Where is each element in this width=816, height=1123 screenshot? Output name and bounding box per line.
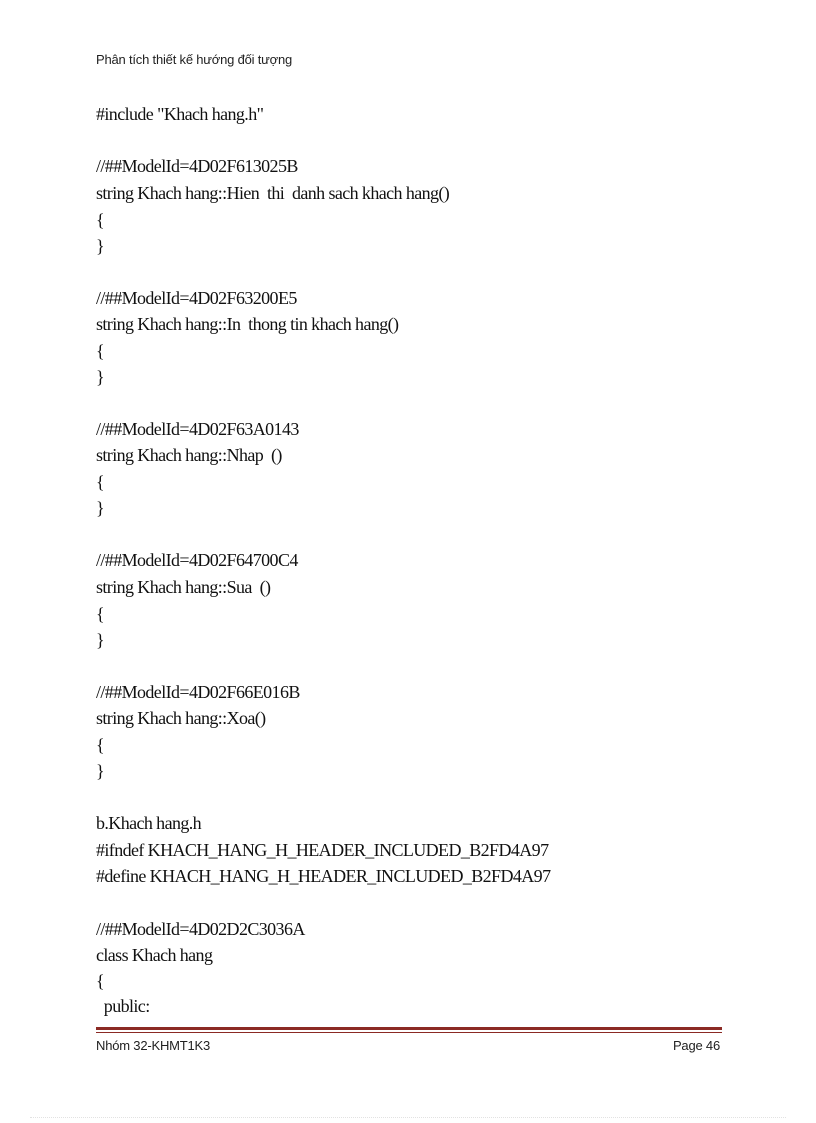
code-line: //##ModelId=4D02F613025B (96, 156, 298, 176)
code-line: { (96, 210, 105, 230)
footer-group-label: Nhóm 32-KHMT1K3 (96, 1038, 211, 1053)
code-line: { (96, 735, 105, 755)
code-line: } (96, 236, 105, 256)
footer-rule-thin (96, 1032, 722, 1033)
footer-page-number: Page 46 (672, 1038, 720, 1053)
page-edge-divider (30, 1117, 786, 1118)
code-line: { (96, 472, 105, 492)
code-line: } (96, 498, 105, 518)
code-line: { (96, 971, 105, 991)
code-line: string Khach hang::Xoa() (96, 708, 266, 728)
code-line: #ifndef KHACH_HANG_H_HEADER_INCLUDED_B2FD4A97 (96, 840, 549, 860)
section-heading: b.Khach hang.h (96, 813, 202, 833)
footer-rule-thick (96, 1027, 722, 1030)
code-line: //##ModelId=4D02F63A0143 (96, 419, 299, 439)
code-line: } (96, 761, 105, 781)
code-line: //##ModelId=4D02D2C3036A (96, 919, 305, 939)
code-line: public: (96, 996, 150, 1016)
code-line: string Khach hang::In thong tin khach hang() (96, 314, 399, 334)
page-header-title: Phân tích thiết kế hướng đối tượng (96, 52, 293, 67)
code-line: { (96, 341, 105, 361)
code-line: //##ModelId=4D02F64700C4 (96, 550, 298, 570)
code-line: } (96, 367, 105, 387)
code-line: string Khach hang::Hien thi danh sach khach hang() (96, 183, 450, 203)
code-line: } (96, 630, 105, 650)
code-line: string Khach hang::Nhap () (96, 445, 282, 465)
code-line: class Khach hang (96, 945, 213, 965)
code-line: //##ModelId=4D02F66E016B (96, 682, 300, 702)
code-line: #define KHACH_HANG_H_HEADER_INCLUDED_B2FD4A97 (96, 866, 551, 886)
code-line: //##ModelId=4D02F63200E5 (96, 288, 297, 308)
code-line: #include "Khach hang.h" (96, 104, 264, 124)
code-line: { (96, 604, 105, 624)
code-line: string Khach hang::Sua () (96, 577, 271, 597)
